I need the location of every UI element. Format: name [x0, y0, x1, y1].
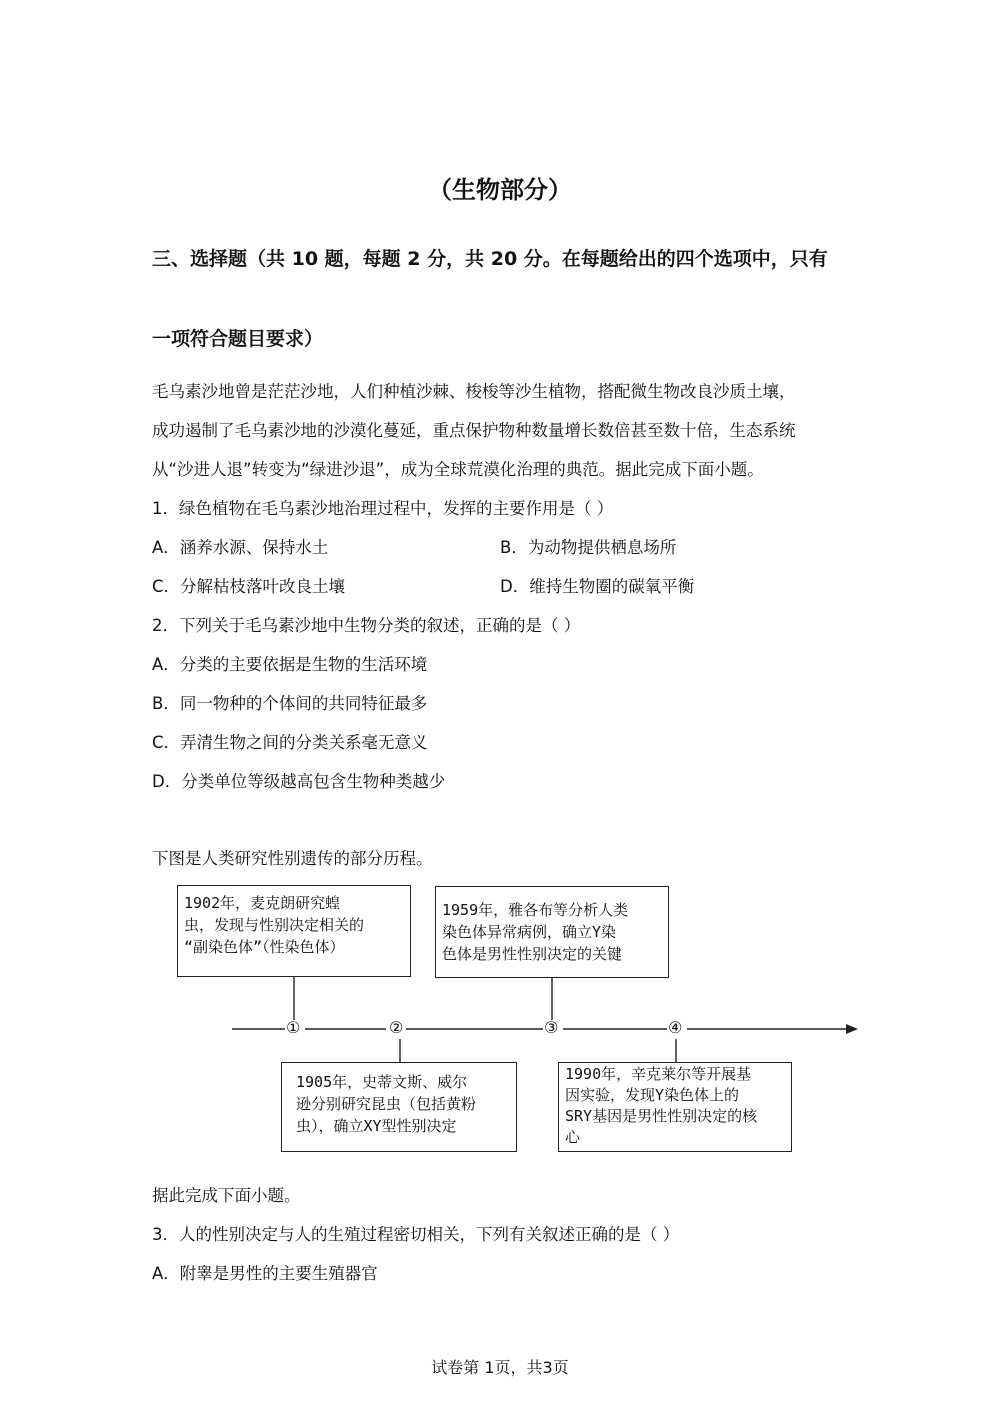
q3-stem: 3．人的性别决定与人的生殖过程密切相关，下列有关叙述正确的是（ ）: [152, 1225, 680, 1244]
timeline-box-1959: [435, 886, 669, 978]
box-1905-line1: 1905年，史蒂文斯、威尔: [296, 1073, 468, 1091]
box-1905-line3: 虫），确立XY型性别决定: [296, 1117, 457, 1135]
q2-option-d: D．分类单位等级越高包含生物种类越少: [152, 772, 446, 791]
passage1-line2: 成功遏制了毛乌素沙地的沙漠化蔓延，重点保护物种数量增长数倍甚至数十倍，生态系统: [152, 421, 796, 440]
box-1902-line3: “副染色体”（性染色体）: [184, 938, 345, 956]
timeline-box-1902: [177, 885, 411, 977]
timeline-marker-3: ③: [544, 1018, 559, 1037]
q1-option-b: B．为动物提供栖息场所: [500, 538, 677, 557]
q3-option-a: A．附睾是男性的主要生殖器官: [152, 1264, 378, 1283]
section-heading-line2: 一项符合题目要求）: [152, 328, 324, 350]
q2-option-b: B．同一物种的个体间的共同特征最多: [152, 694, 428, 713]
section-heading-line1: 三、选择题（共 10 题，每题 2 分，共 20 分。在每题给出的四个选项中，只有: [152, 248, 828, 270]
passage1-line1: 毛乌素沙地曾是茫茫沙地，人们种植沙棘、梭梭等沙生植物，搭配微生物改良沙质土壤，: [152, 382, 796, 401]
box-1990-line3: SRY基因是男性性别决定的核: [565, 1107, 758, 1125]
box-1959-line3: 色体是男性性别决定的关键: [442, 945, 623, 963]
box-1990-line2: 因实验，发现Y染色体上的: [565, 1086, 740, 1104]
q2-stem: 2．下列关于毛乌素沙地中生物分类的叙述，正确的是（ ）: [152, 616, 581, 635]
timeline-marker-2: ②: [389, 1018, 404, 1037]
q1-option-d: D．维持生物圈的碳氧平衡: [500, 577, 695, 596]
timeline-marker-4: ④: [668, 1018, 683, 1037]
box-1905-line2: 逊分别研究昆虫（包括黄粉: [296, 1095, 477, 1113]
timeline-marker-1: ①: [286, 1018, 301, 1037]
q1-stem: 1．绿色植物在毛乌素沙地治理过程中，发挥的主要作用是（ ）: [152, 499, 614, 518]
timeline-box-1905: [281, 1062, 517, 1152]
page-footer: 试卷第 1页，共3页: [431, 1358, 569, 1377]
passage3: 据此完成下面小题。: [152, 1186, 301, 1205]
box-1990-line1: 1990年，辛克莱尔等开展基: [565, 1065, 752, 1083]
box-1902-line2: 虫，发现与性别决定相关的: [184, 916, 365, 934]
box-1959-line2: 染色体异常病例，确立Y染: [442, 923, 617, 941]
box-1902-line1: 1902年，麦克朗研究蝗: [184, 894, 341, 912]
page-title: （生物部分）: [428, 176, 572, 204]
passage1-line3: 从“沙进人退”转变为“绿进沙退”，成为全球荒漠化治理的典范。据此完成下面小题。: [152, 460, 764, 479]
q2-option-a: A．分类的主要依据是生物的生活环境: [152, 655, 428, 674]
box-1959-line1: 1959年，雅各布等分析人类: [442, 901, 629, 919]
q1-option-a: A．涵养水源、保持水土: [152, 538, 329, 557]
box-1990-line4: 心: [565, 1128, 581, 1146]
q2-option-c: C．弄清生物之间的分类关系毫无意义: [152, 733, 428, 752]
passage2: 下图是人类研究性别遗传的部分历程。: [152, 849, 433, 868]
timeline-box-1990: [558, 1062, 792, 1152]
q1-option-c: C．分解枯枝落叶改良土壤: [152, 577, 346, 596]
